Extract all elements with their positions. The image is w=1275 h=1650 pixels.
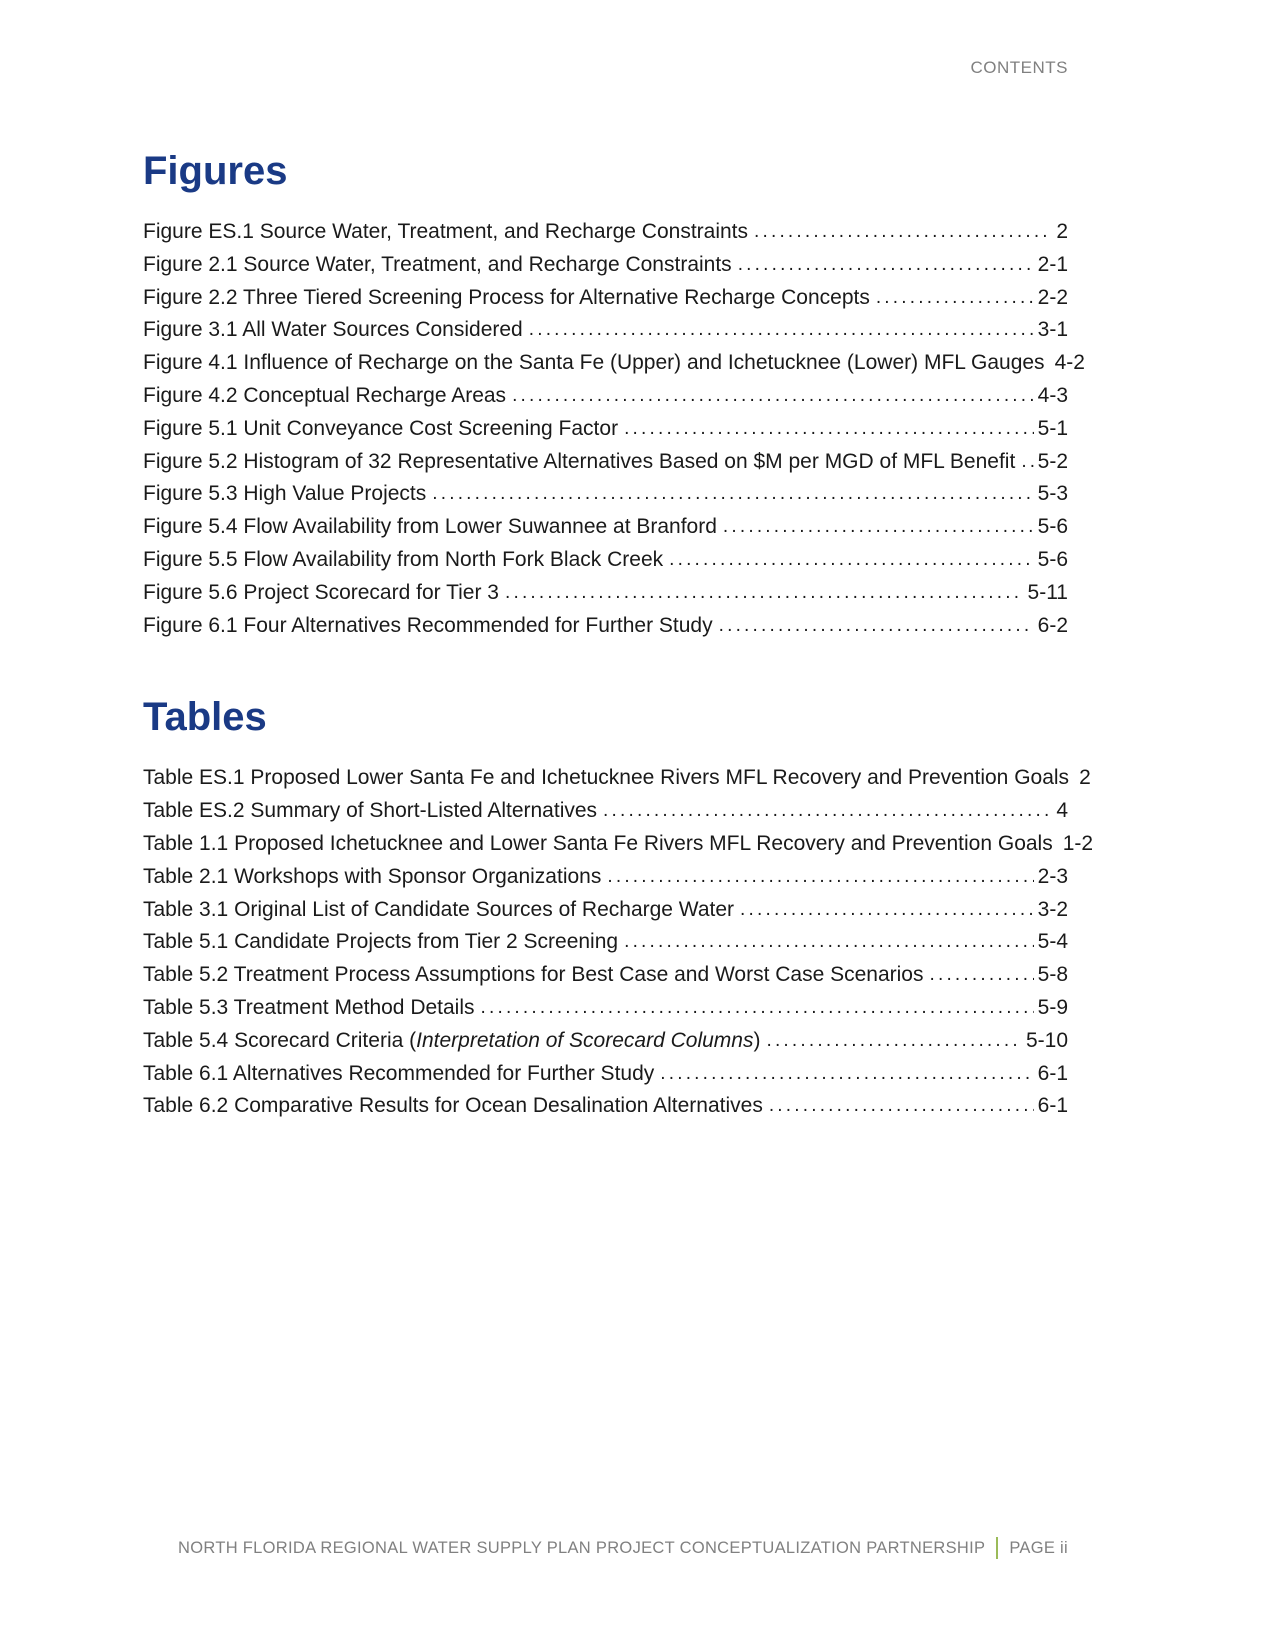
toc-entry-page: 5-3 (1037, 482, 1068, 506)
toc-entry-page: 5-2 (1037, 449, 1068, 473)
toc-entry-label: Figure 4.1 Influence of Recharge on the Santa Fe (Upper) and Ichetucknee (Lower) MFL Gauges (143, 351, 1045, 375)
dot-leader (1021, 446, 1033, 479)
toc-entry-page: 5-6 (1037, 515, 1068, 539)
dot-leader (723, 511, 1034, 544)
toc-entry-label: Figure 5.5 Flow Availability from North Fork Black Creek (143, 547, 664, 571)
toc-entry-label: Table 2.1 Workshops with Sponsor Organizations (143, 864, 602, 888)
dot-leader (481, 992, 1034, 1025)
toc-entry[interactable] (143, 795, 1068, 828)
toc-entry[interactable] (143, 610, 1068, 643)
toc-entry-label: Figure 6.1 Four Alternatives Recommended for Further Study (143, 613, 713, 637)
toc-entry-label: Table 5.2 Treatment Process Assumptions for Best Case and Worst Case Scenarios (143, 963, 924, 987)
toc-entry-label: Figure 2.2 Three Tiered Screening Process for Alternative Recharge Concepts (143, 285, 870, 309)
toc-entry[interactable] (143, 762, 1091, 795)
footer-title: NORTH FLORIDA REGIONAL WATER SUPPLY PLAN PROJECT CONCEPTUALIZATION PARTNERSHIP (178, 1538, 986, 1557)
toc-entry-label: Table 3.1 Original List of Candidate Sources of Recharge Water (143, 897, 735, 921)
toc-entry[interactable] (143, 249, 1068, 282)
toc-entry[interactable] (143, 511, 1068, 544)
toc-entry-page: 6-1 (1037, 1061, 1068, 1085)
toc-entry[interactable] (143, 478, 1068, 511)
toc-entry[interactable] (143, 380, 1068, 413)
dot-leader (607, 861, 1033, 894)
toc-entry-page: 5-11 (1027, 580, 1068, 604)
dot-leader (740, 894, 1034, 927)
toc-entry-label: Figure 5.1 Unit Conveyance Cost Screening Factor (143, 416, 619, 440)
toc-entry-label: Table 5.1 Candidate Projects from Tier 2 Screening (143, 930, 619, 954)
toc-entry-label: Table 6.2 Comparative Results for Ocean Desalination Alternatives (143, 1094, 763, 1118)
toc-entry[interactable] (143, 1058, 1068, 1091)
toc-entry-page: 6-2 (1037, 613, 1068, 637)
footer-separator-bar (996, 1537, 998, 1559)
toc-entry[interactable] (143, 1090, 1068, 1123)
toc-entry-page: 3-1 (1037, 318, 1068, 342)
toc-entry[interactable] (143, 544, 1068, 577)
toc-entry-label: Table 5.4 Scorecard Criteria (Interpretation of Scorecard Columns) (143, 1028, 761, 1052)
dot-leader (432, 478, 1033, 511)
toc-entry-label: Table ES.2 Summary of Short-Listed Alternatives (143, 799, 598, 823)
toc-entry[interactable] (143, 216, 1068, 249)
tables-toc-list (143, 762, 1094, 1123)
page-body (143, 146, 1094, 1123)
toc-entry-label: Table ES.1 Proposed Lower Santa Fe and Ichetucknee Rivers MFL Recovery and Prevention Goals (143, 766, 1070, 790)
toc-entry[interactable] (143, 828, 1094, 861)
dot-leader (738, 249, 1034, 282)
toc-entry-page: 5-4 (1037, 930, 1068, 954)
toc-entry-page: 5-10 (1025, 1028, 1068, 1052)
toc-entry-label: Table 1.1 Proposed Ichetucknee and Lower Santa Fe Rivers MFL Recovery and Prevention Goals (143, 831, 1053, 855)
dot-leader (624, 926, 1034, 959)
toc-entry[interactable] (143, 314, 1068, 347)
toc-entry[interactable] (143, 282, 1068, 315)
toc-entry[interactable] (143, 894, 1068, 927)
running-header: CONTENTS (970, 58, 1068, 77)
dot-leader (624, 413, 1034, 446)
toc-entry-page: 2 (1079, 766, 1091, 790)
toc-entry-label: Table 5.3 Treatment Method Details (143, 995, 475, 1019)
toc-entry-page: 2-1 (1037, 252, 1068, 276)
figures-toc-list (143, 216, 1085, 642)
toc-entry-label: Figure 3.1 All Water Sources Considered (143, 318, 523, 342)
dot-leader (512, 380, 1034, 413)
toc-entry-label: Figure 5.4 Flow Availability from Lower Suwannee at Branford (143, 515, 717, 539)
toc-entry-page: 4-3 (1037, 383, 1068, 407)
toc-entry-page: 6-1 (1037, 1094, 1068, 1118)
footer-page-number: PAGE ii (1009, 1538, 1068, 1557)
dot-leader (769, 1090, 1034, 1123)
dot-leader (660, 1058, 1033, 1091)
toc-entry[interactable] (143, 1025, 1068, 1058)
toc-entry-page: 2-2 (1037, 285, 1068, 309)
toc-entry[interactable] (143, 347, 1085, 380)
dot-leader (876, 282, 1034, 315)
toc-entry-page: 5-6 (1037, 547, 1068, 571)
toc-entry-page: 3-2 (1037, 897, 1068, 921)
toc-entry-label: Figure 2.1 Source Water, Treatment, and Recharge Constraints (143, 252, 732, 276)
toc-entry[interactable] (143, 861, 1068, 894)
dot-leader (505, 577, 1024, 610)
dot-leader (719, 610, 1034, 643)
toc-entry[interactable] (143, 577, 1068, 610)
toc-entry[interactable] (143, 446, 1068, 479)
toc-entry-page: 4-2 (1054, 351, 1085, 375)
dot-leader (603, 795, 1052, 828)
toc-entry-label: Figure 5.6 Project Scorecard for Tier 3 (143, 580, 499, 604)
figures-heading: Figures (143, 149, 288, 193)
toc-entry-page: 5-1 (1037, 416, 1068, 440)
toc-entry-page: 5-9 (1037, 995, 1068, 1019)
page-footer (178, 1537, 1068, 1559)
dot-leader (929, 959, 1033, 992)
toc-entry-label: Figure 5.2 Histogram of 32 Representative Alternatives Based on $M per MGD of MFL Benefit (143, 449, 1016, 473)
dot-leader (669, 544, 1034, 577)
toc-entry-page: 2 (1056, 220, 1068, 243)
toc-entry[interactable] (143, 926, 1068, 959)
toc-entry[interactable] (143, 413, 1068, 446)
toc-entry-label: Figure 4.2 Conceptual Recharge Areas (143, 383, 507, 407)
toc-entry-page: 1-2 (1062, 831, 1094, 855)
dot-leader (754, 216, 1052, 249)
toc-entry[interactable] (143, 959, 1068, 992)
dot-leader (529, 314, 1034, 347)
toc-entry-page: 4 (1056, 799, 1068, 823)
toc-entry-label: Table 6.1 Alternatives Recommended for Further Study (143, 1061, 655, 1085)
dot-leader (766, 1025, 1022, 1058)
toc-entry-label: Figure 5.3 High Value Projects (143, 482, 427, 506)
toc-entry-label: Figure ES.1 Source Water, Treatment, and Recharge Constraints (143, 220, 749, 243)
toc-entry-page: 5-8 (1037, 963, 1068, 987)
toc-entry-page: 2-3 (1037, 864, 1068, 888)
tables-heading: Tables (143, 695, 267, 740)
toc-entry[interactable] (143, 992, 1068, 1025)
